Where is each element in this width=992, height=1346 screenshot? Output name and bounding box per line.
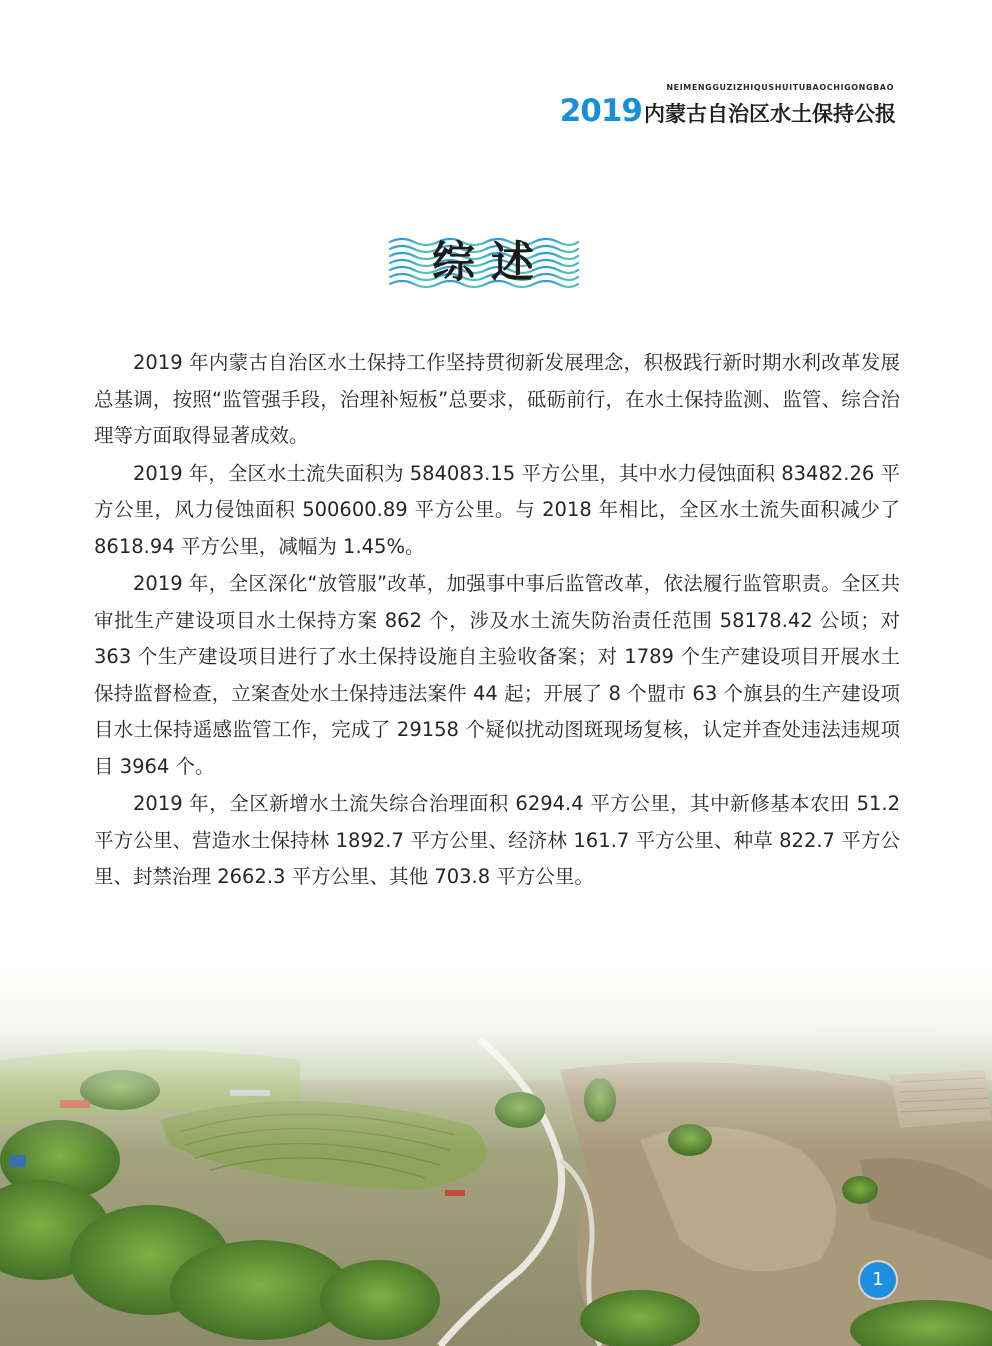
header-title: 内蒙古自治区水土保持公报 [644,102,896,126]
section-title-text: 综述 [432,238,550,288]
paragraph-governance: 2019 年，全区新增水土流失综合治理面积 6294.4 平方公里，其中新修基本农田 51.2 平方公里、营造水土保持林 1892.7 平方公里、经济林 161.7 平方公里、种草 822.7 平方公里、封禁治理 2662.3 平方公里、其他 703.8 平方公里。 [94,792,900,888]
section-title [386,234,580,294]
header-title-row [560,93,896,127]
page-header [560,82,896,127]
body-content [94,345,900,897]
page-number-badge: 1 [860,1262,896,1298]
landscape-photo [0,960,992,1346]
aerial-landscape-image [0,960,992,1346]
paragraph-overview: 2019 年内蒙古自治区水土保持工作坚持贯彻新发展理念，积极践行新时期水利改革发展总基调，按照“监管强手段，治理补短板”总要求，砥砺前行，在水土保持监测、监管、综合治理等方面取得显著成效。 [94,351,900,447]
paragraph-supervision: 2019 年，全区深化“放管服”改革，加强事中事后监管改革，依法履行监管职责。全区共审批生产建设项目水土保持方案 862 个，涉及水土流失防治责任范围 58178.42 公顷；对 363 个生产建设项目进行了水土保持设施自主验收备案；对 1789 个生产建设项目开展水土保持监督检查，立案查处水土保持违法案件 44 起；开展了 8 个盟市 63 个旗县的生产建设项目水土保持遥感监管工作，完成了 29158 个疑似扰动图斑现场复核，认定并查处违法违规项目 3964 个。 [94,572,900,778]
paragraph-erosion-area: 2019 年，全区水土流失面积为 584083.15 平方公里，其中水力侵蚀面积 83482.26 平方公里，风力侵蚀面积 500600.89 平方公里。与 2018 年相比，全区水土流失面积减少了 8618.94 平方公里，减幅为 1.45%。 [94,461,900,558]
header-pinyin: NEIMENGGUZIZHIQUSHUITUBAOCHIGONGBAO [666,83,894,92]
header-year: 2019 [559,93,642,129]
